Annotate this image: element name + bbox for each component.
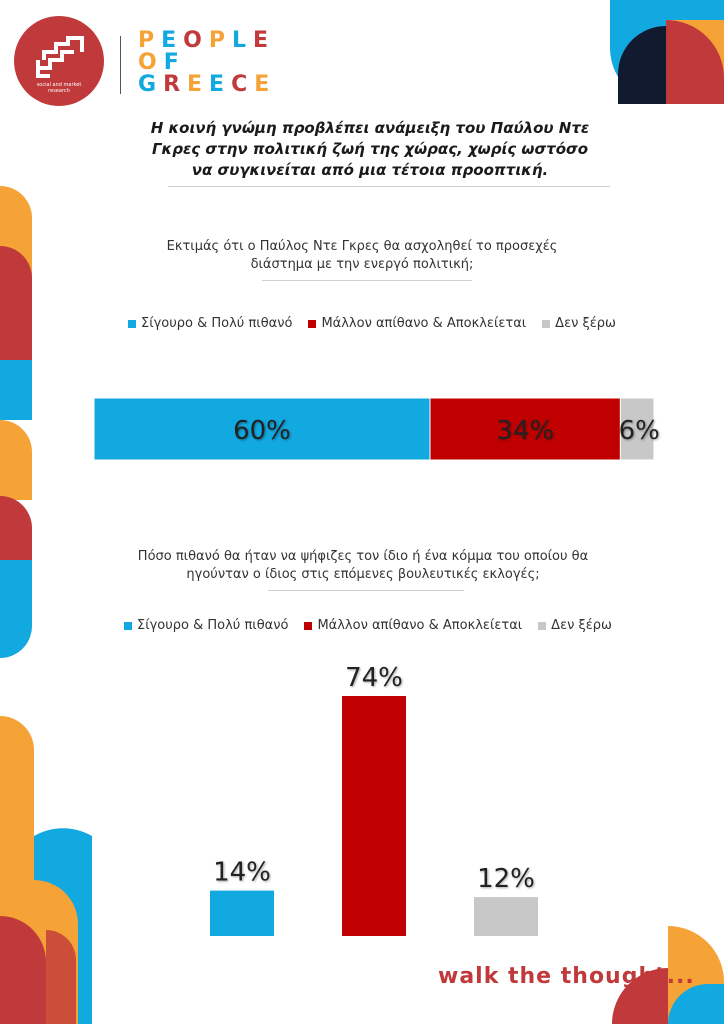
chart2-question: Πόσο πιθανό θα ήταν να ψήφιζες τον ίδιο ή ένα κόμμα του οποίου θα ηγούνταν ο ίδιος στις επόμενες βουλευτικές εκλογές; [137,549,589,582]
chart2-legend-item-1 [124,618,288,633]
chart1-data-label-3: 6% [618,416,660,446]
legend-label: Μάλλον απίθανο & Αποκλείεται [317,618,523,633]
chart1-legend-item-3 [542,316,616,331]
legend-label: Δεν ξέρω [551,618,612,633]
brand-name-line-3: GREECE [138,72,277,97]
legend-label: Δεν ξέρω [555,316,616,331]
chart1-legend-item-2 [308,316,526,331]
logo-divider [120,36,121,94]
chart2-data-label-1: 14% [213,857,271,888]
chart2-data-label-3: 12% [477,864,535,895]
legend-swatch [542,320,550,328]
chart2-question-rule [268,590,464,591]
chart2-bar-2 [342,696,406,936]
legend-label: Σίγουρο & Πολύ πιθανό [137,618,289,633]
chart1-stacked-bar [94,398,660,460]
chart2-bar-1 [210,891,274,936]
chart1-data-label-1: 60% [233,416,291,446]
chart2-data-label-2: 74% [345,663,403,693]
legend-label: Σίγουρο & Πολύ πιθανό [141,316,293,331]
legend-swatch [304,622,312,630]
chart2-legend-item-3 [538,618,612,633]
headline: Η κοινή γνώμη προβλέπει ανάμειξη του Παύλου Ντε Γκρες στην πολιτική ζωή της χώρας, χωρίς ωστόσο να συγκινείται από μια τέτοια προοπτική. [150,119,590,179]
brand-name-line-1: PEOPLE [138,28,276,53]
chart1-legend [128,316,632,331]
chart2-legend-item-2 [304,618,522,633]
slogan: walk the thought... [438,964,695,989]
brand-name-line-2: OF [138,50,186,75]
logo-caption: social and market research [36,82,82,94]
legend-swatch [538,622,546,630]
chart2-column-chart [180,656,580,936]
chart1-question-rule [262,280,472,281]
headline-rule [168,186,610,187]
legend-label: Μάλλον απίθανο & Αποκλείεται [321,316,527,331]
chart1-question: Εκτιμάς ότι ο Παύλος Ντε Γκρες θα ασχοληθεί το προσεχές διάστημα με την ενεργό πολιτική; [166,239,558,272]
chart1-legend-item-1 [128,316,292,331]
chart2-legend [124,618,628,633]
legend-swatch [308,320,316,328]
legend-swatch [124,622,132,630]
chart2-bar-3 [474,897,538,936]
legend-swatch [128,320,136,328]
chart1-data-label-2: 34% [496,416,555,446]
